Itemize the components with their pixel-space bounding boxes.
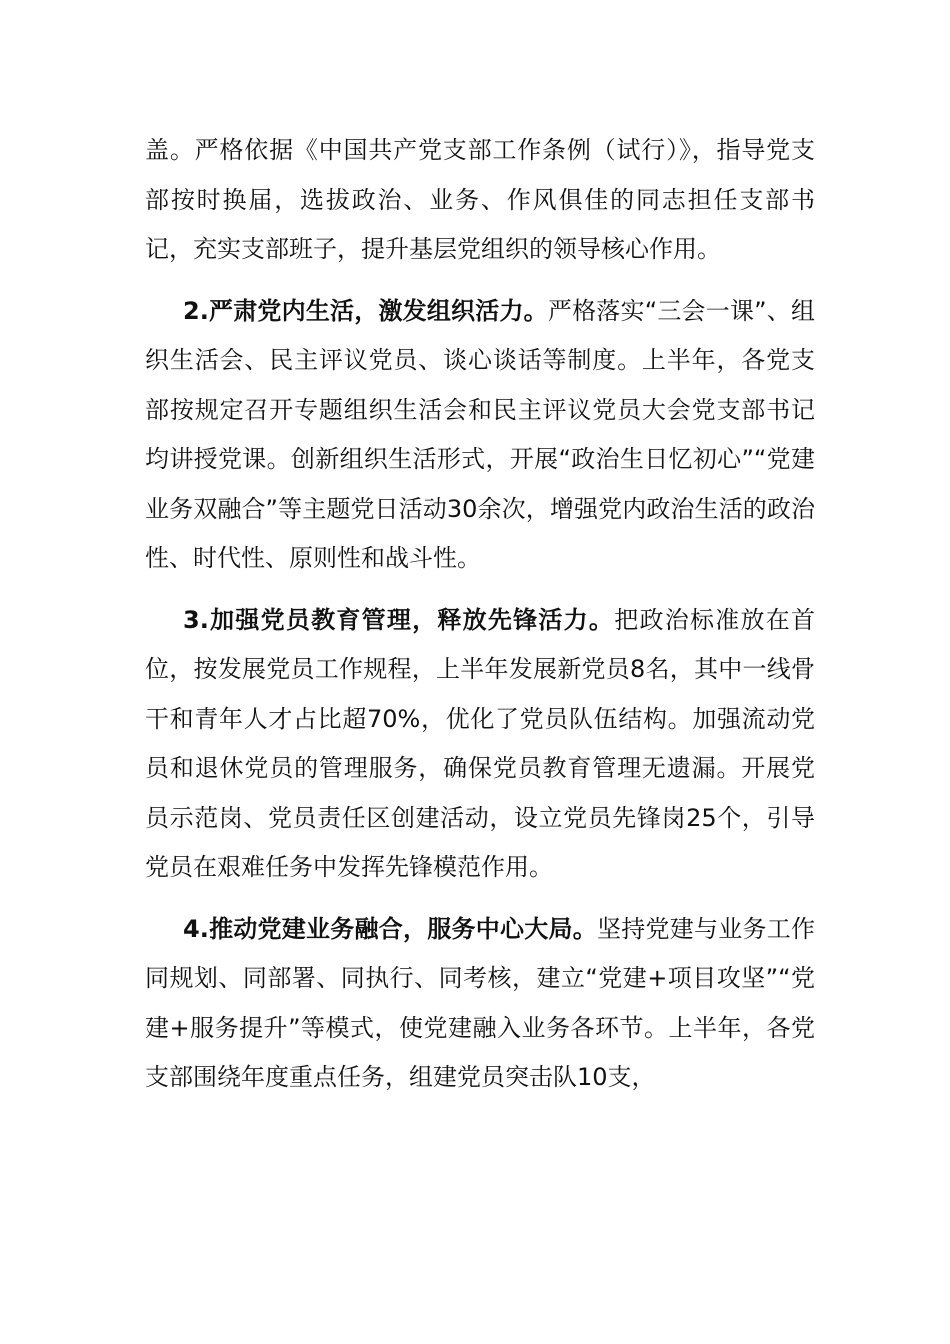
- paragraph-body: 严格落实“三会一课”、组织生活会、民主评议党员、谈心谈话等制度。上半年，各党支部按规定召开专题组织生活会和民主评议党员大会党支部书记均讲授党课。创新组织生活形式，开展“政治生日忆初心”“党建业务双融合”等主题党日活动30余次，增强党内政治生活的政治性、时代性、原则性和战斗性。: [145, 296, 815, 572]
- paragraph-heading: 3.加强党员教育管理，释放先锋活力。: [183, 605, 615, 634]
- paragraph-heading: 4.推动党建业务融合，服务中心大局。: [183, 914, 598, 943]
- paragraph-item-3: [145, 596, 815, 893]
- paragraph-continuation: [145, 126, 815, 275]
- paragraph-body: 盖。严格依据《中国共产党支部工作条例（试行）》，指导党支部按时换届，选拔政治、业务、作风俱佳的同志担任支部书记，充实支部班子，提升基层党组织的领导核心作用。: [145, 136, 815, 263]
- paragraph-item-4: [145, 905, 815, 1103]
- document-body: [145, 126, 815, 1115]
- paragraph-item-2: [145, 287, 815, 584]
- paragraph-body: 坚持党建与业务工作同规划、同部署、同执行、同考核，建立“党建+项目攻坚”“党建+服务提升”等模式，使党建融入业务各环节。上半年，各党支部围绕年度重点任务，组建党员突击队10支，: [145, 914, 815, 1091]
- paragraph-heading: 2.严肃党内生活，激发组织活力。: [183, 296, 548, 325]
- paragraph-body: 把政治标准放在首位，按发展党员工作规程，上半年发展新党员8名，其中一线骨干和青年人才占比超70%，优化了党员队伍结构。加强流动党员和退休党员的管理服务，确保党员教育管理无遗漏。开展党员示范岗、党员责任区创建活动，设立党员先锋岗25个，引导党员在艰难任务中发挥先锋模范作用。: [145, 605, 815, 881]
